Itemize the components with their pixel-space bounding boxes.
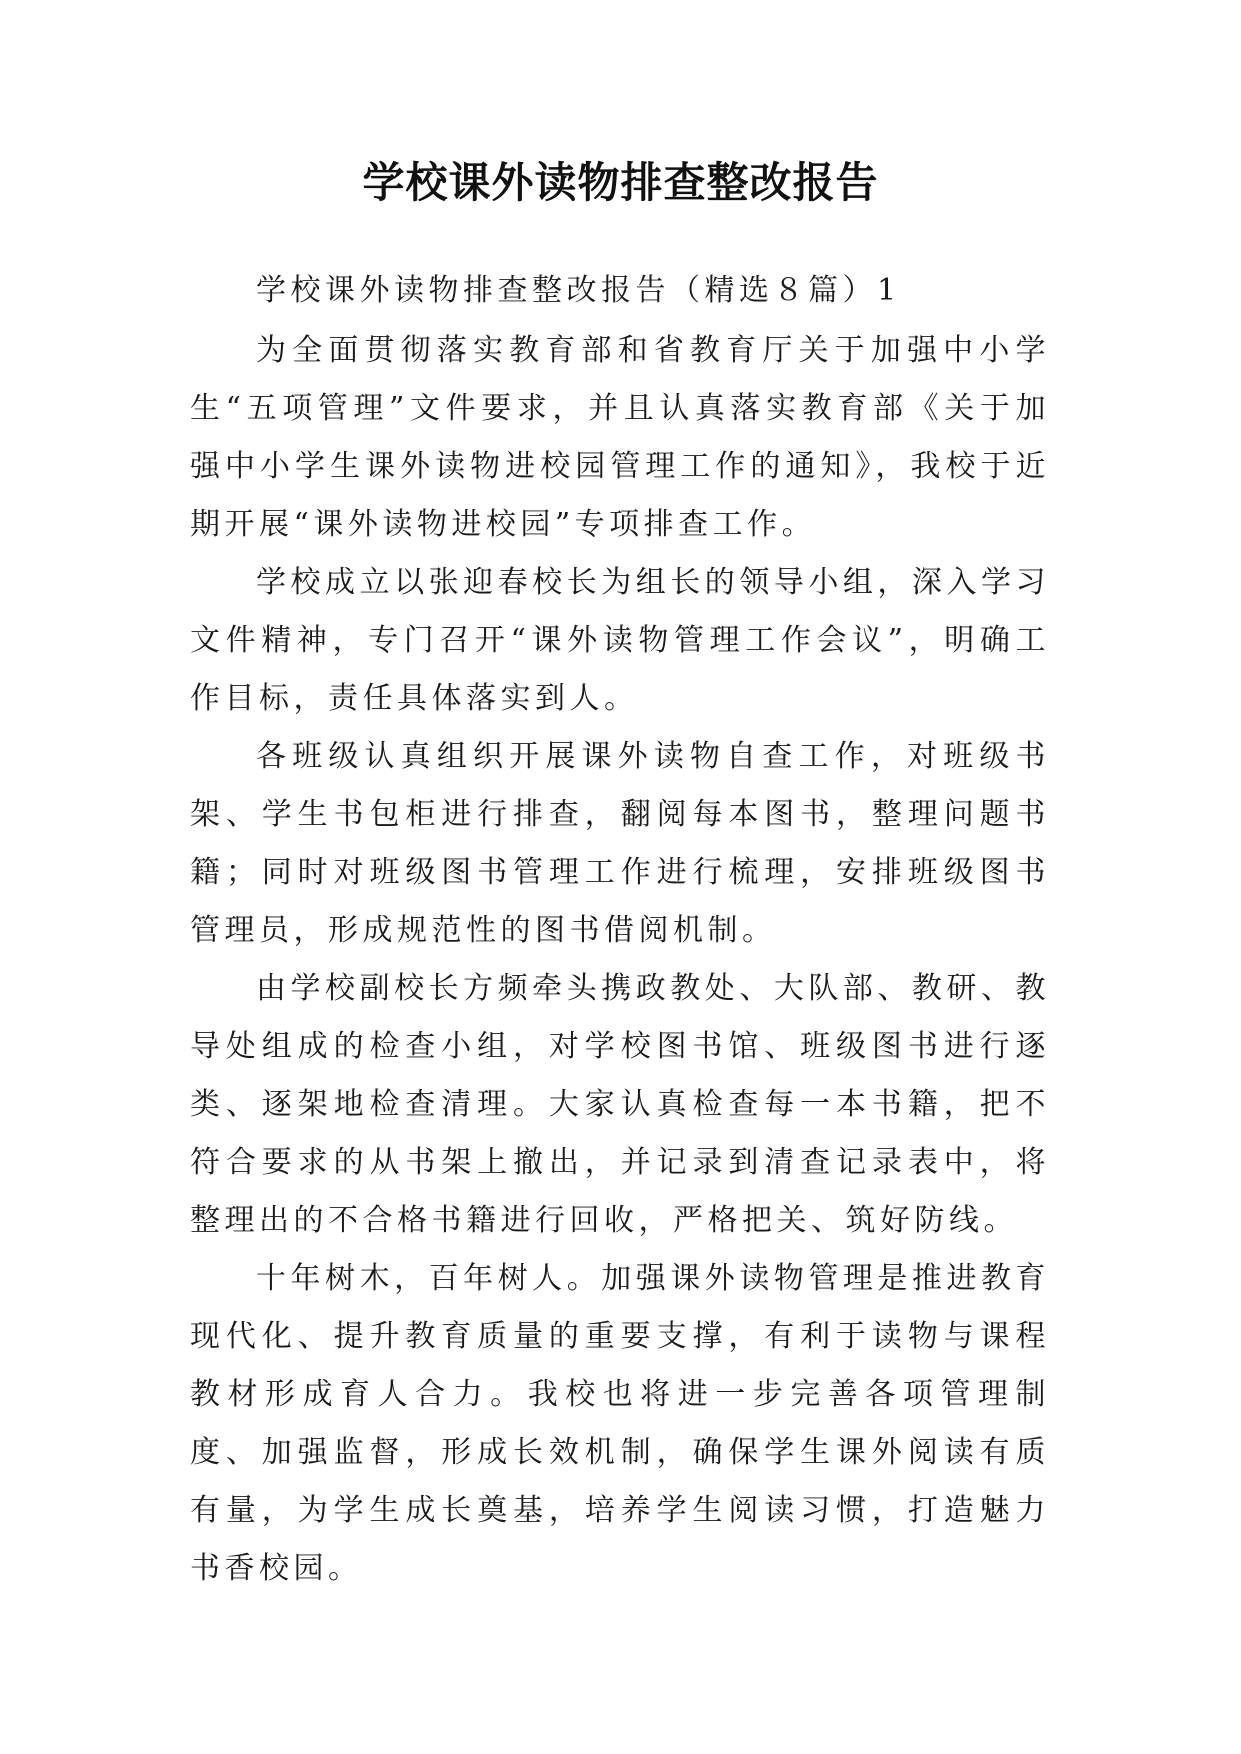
paragraph: 由学校副校长方频牵头携政教处、大队部、教研、教导处组成的检查小组，对学校图书馆、班级图书进行逐类、逐架地检查清理。大家认真检查每一本书籍，把不符合要求的从书架上撤出，并记录到清查记录表中，将整理出的不合格书籍进行回收，严格把关、筑好防线。: [190, 971, 1050, 1238]
paragraph: 为全面贯彻落实教育部和省教育厅关于加强中小学生“五项管理”文件要求，并且认真落实教育部《关于加强中小学生课外读物进校园管理工作的通知》，我校于近期开展“课外读物进校园”专项排查工作。: [190, 333, 1050, 542]
paragraph: 学校成立以张迎春校长为组长的领导小组，深入学习文件精神，专门召开“课外读物管理工作会议”，明确工作目标，责任具体落实到人。: [190, 565, 1050, 716]
paragraph: 十年树木，百年树人。加强课外读物管理是推进教育现代化、提升教育质量的重要支撑，有利于读物与课程教材形成育人合力。我校也将进一步完善各项管理制度、加强监督，形成长效机制，确保学生课外阅读有质有量，为学生成长奠基，培养学生阅读习惯，打造魅力书香校园。: [190, 1261, 1050, 1586]
document-title: 学校课外读物排查整改报告: [362, 158, 879, 207]
paragraph: 各班级认真组织开展课外读物自查工作，对班级书架、学生书包柜进行排查，翻阅每本图书，整理问题书籍；同时对班级图书管理工作进行梳理，安排班级图书管理员，形成规范性的图书借阅机制。: [190, 739, 1050, 948]
document-subtitle: 学校课外读物排查整改报告（精选８篇）1: [256, 273, 901, 308]
document-body: [190, 262, 1050, 1598]
